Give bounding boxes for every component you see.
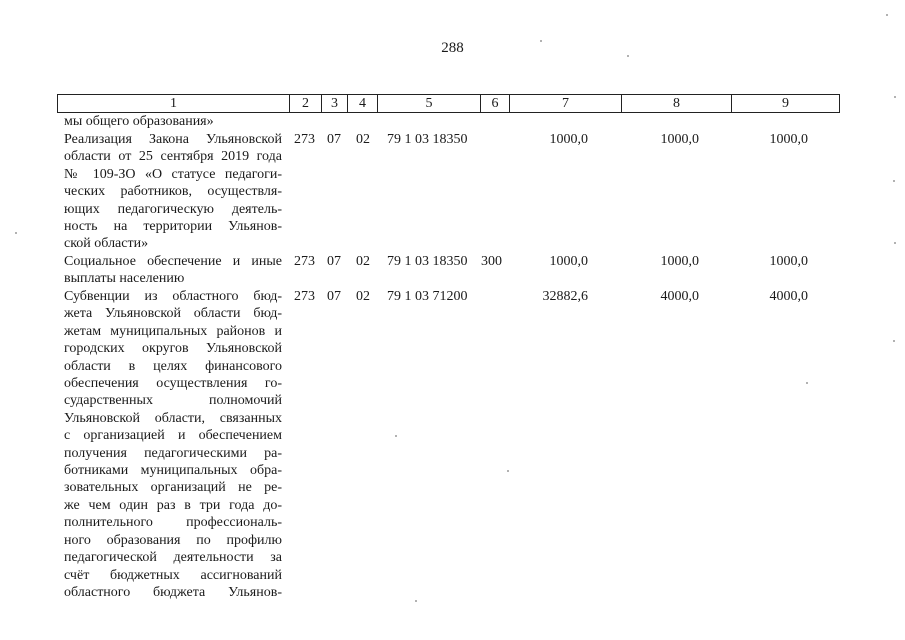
header-col-3: 3 — [322, 95, 348, 113]
ministry-code: 273 — [294, 132, 315, 147]
row-name-line: же чем один раз в три года до- — [64, 497, 282, 513]
row-name-line: Социальное обеспечение и иные — [64, 254, 282, 269]
scan-speck — [395, 435, 397, 437]
amount-col-9: 1000,0 — [769, 254, 808, 269]
row-name-line: сударственных полномочий — [64, 393, 282, 409]
header-col-2: 2 — [290, 95, 322, 113]
scan-speck — [15, 232, 17, 234]
target-article: 79 1 03 18350 — [387, 132, 468, 147]
header-col-5: 5 — [378, 95, 481, 113]
row-name-line: ного образования по профилю — [64, 532, 282, 548]
subsection-code: 02 — [356, 254, 370, 269]
scan-speck — [894, 96, 896, 98]
row-name-line: жетам муниципальных районов и — [64, 323, 282, 339]
scan-speck — [893, 340, 895, 342]
section-code: 07 — [327, 132, 341, 147]
header-col-4: 4 — [348, 95, 378, 113]
row-name-line: Субвенции из областного бюд- — [64, 289, 282, 304]
header-row — [58, 95, 840, 113]
subsection-code: 02 — [356, 289, 370, 304]
amount-col-7: 32882,6 — [542, 289, 588, 304]
row-name-line: зовательных организаций не ре- — [64, 480, 282, 496]
row-name-line: ческих работников, осуществля- — [64, 184, 282, 200]
header-col-9: 9 — [732, 95, 840, 113]
row-name-line: № 109-ЗО «О статусе педагоги- — [64, 166, 282, 182]
row-name-line: городских округов Ульяновской — [64, 341, 282, 357]
header-col-7: 7 — [510, 95, 622, 113]
row-name-line: ность на территории Ульянов- — [64, 219, 282, 235]
scan-speck — [886, 14, 888, 16]
row-name-line: областного бюджета Ульянов- — [64, 584, 282, 600]
row-name-line: педагогической деятельности за — [64, 550, 282, 566]
header-col-1: 1 — [58, 95, 290, 113]
row-name-line: Реализация Закона Ульяновской — [64, 132, 282, 147]
continuation-text: мы общего образования» — [64, 114, 214, 129]
amount-col-7: 1000,0 — [549, 132, 588, 147]
row-name-line: ющих педагогическую деятель- — [64, 201, 282, 217]
target-article: 79 1 03 71200 — [387, 289, 468, 304]
row-name-line: области от 25 сентября 2019 года — [64, 149, 282, 165]
row-name-line: ской области» — [64, 236, 149, 252]
row-name-line: жета Ульяновской области бюд- — [64, 306, 282, 322]
scan-speck — [806, 382, 808, 384]
row-name-line: с организацией и обеспечением — [64, 428, 282, 444]
scan-speck — [507, 470, 509, 472]
scan-speck — [415, 600, 417, 602]
scan-speck — [894, 242, 896, 244]
section-code: 07 — [327, 289, 341, 304]
row-name-line: обеспечения осуществления го- — [64, 376, 282, 392]
target-article: 79 1 03 18350 — [387, 254, 468, 269]
row-name — [64, 253, 282, 288]
row-name-line: Ульяновской области, связанных — [64, 410, 282, 426]
header-col-8: 8 — [622, 95, 732, 113]
expense-type: 300 — [481, 254, 502, 269]
header-col-6: 6 — [481, 95, 510, 113]
amount-col-8: 1000,0 — [660, 254, 699, 269]
ministry-code: 273 — [294, 289, 315, 304]
row-name — [64, 288, 282, 601]
row-name-line: полнительного профессиональ- — [64, 515, 282, 531]
scan-speck — [627, 55, 629, 57]
amount-col-8: 4000,0 — [660, 289, 699, 304]
row-name — [64, 131, 282, 253]
amount-col-9: 4000,0 — [769, 289, 808, 304]
amount-col-8: 1000,0 — [660, 132, 699, 147]
amount-col-7: 1000,0 — [549, 254, 588, 269]
row-name-line: области в целях финансового — [64, 358, 282, 374]
ministry-code: 273 — [294, 254, 315, 269]
subsection-code: 02 — [356, 132, 370, 147]
row-name-line: счёт бюджетных ассигнований — [64, 567, 282, 583]
row-name-line: получения педагогическими ра- — [64, 445, 282, 461]
amount-col-9: 1000,0 — [769, 132, 808, 147]
row-name-line: выплаты населению — [64, 271, 185, 287]
column-number-header — [57, 94, 840, 113]
scan-speck — [540, 40, 542, 42]
section-code: 07 — [327, 254, 341, 269]
page-number: 288 — [441, 40, 464, 56]
row-name-line: ботниками муниципальных обра- — [64, 463, 282, 479]
scan-speck — [893, 180, 895, 182]
